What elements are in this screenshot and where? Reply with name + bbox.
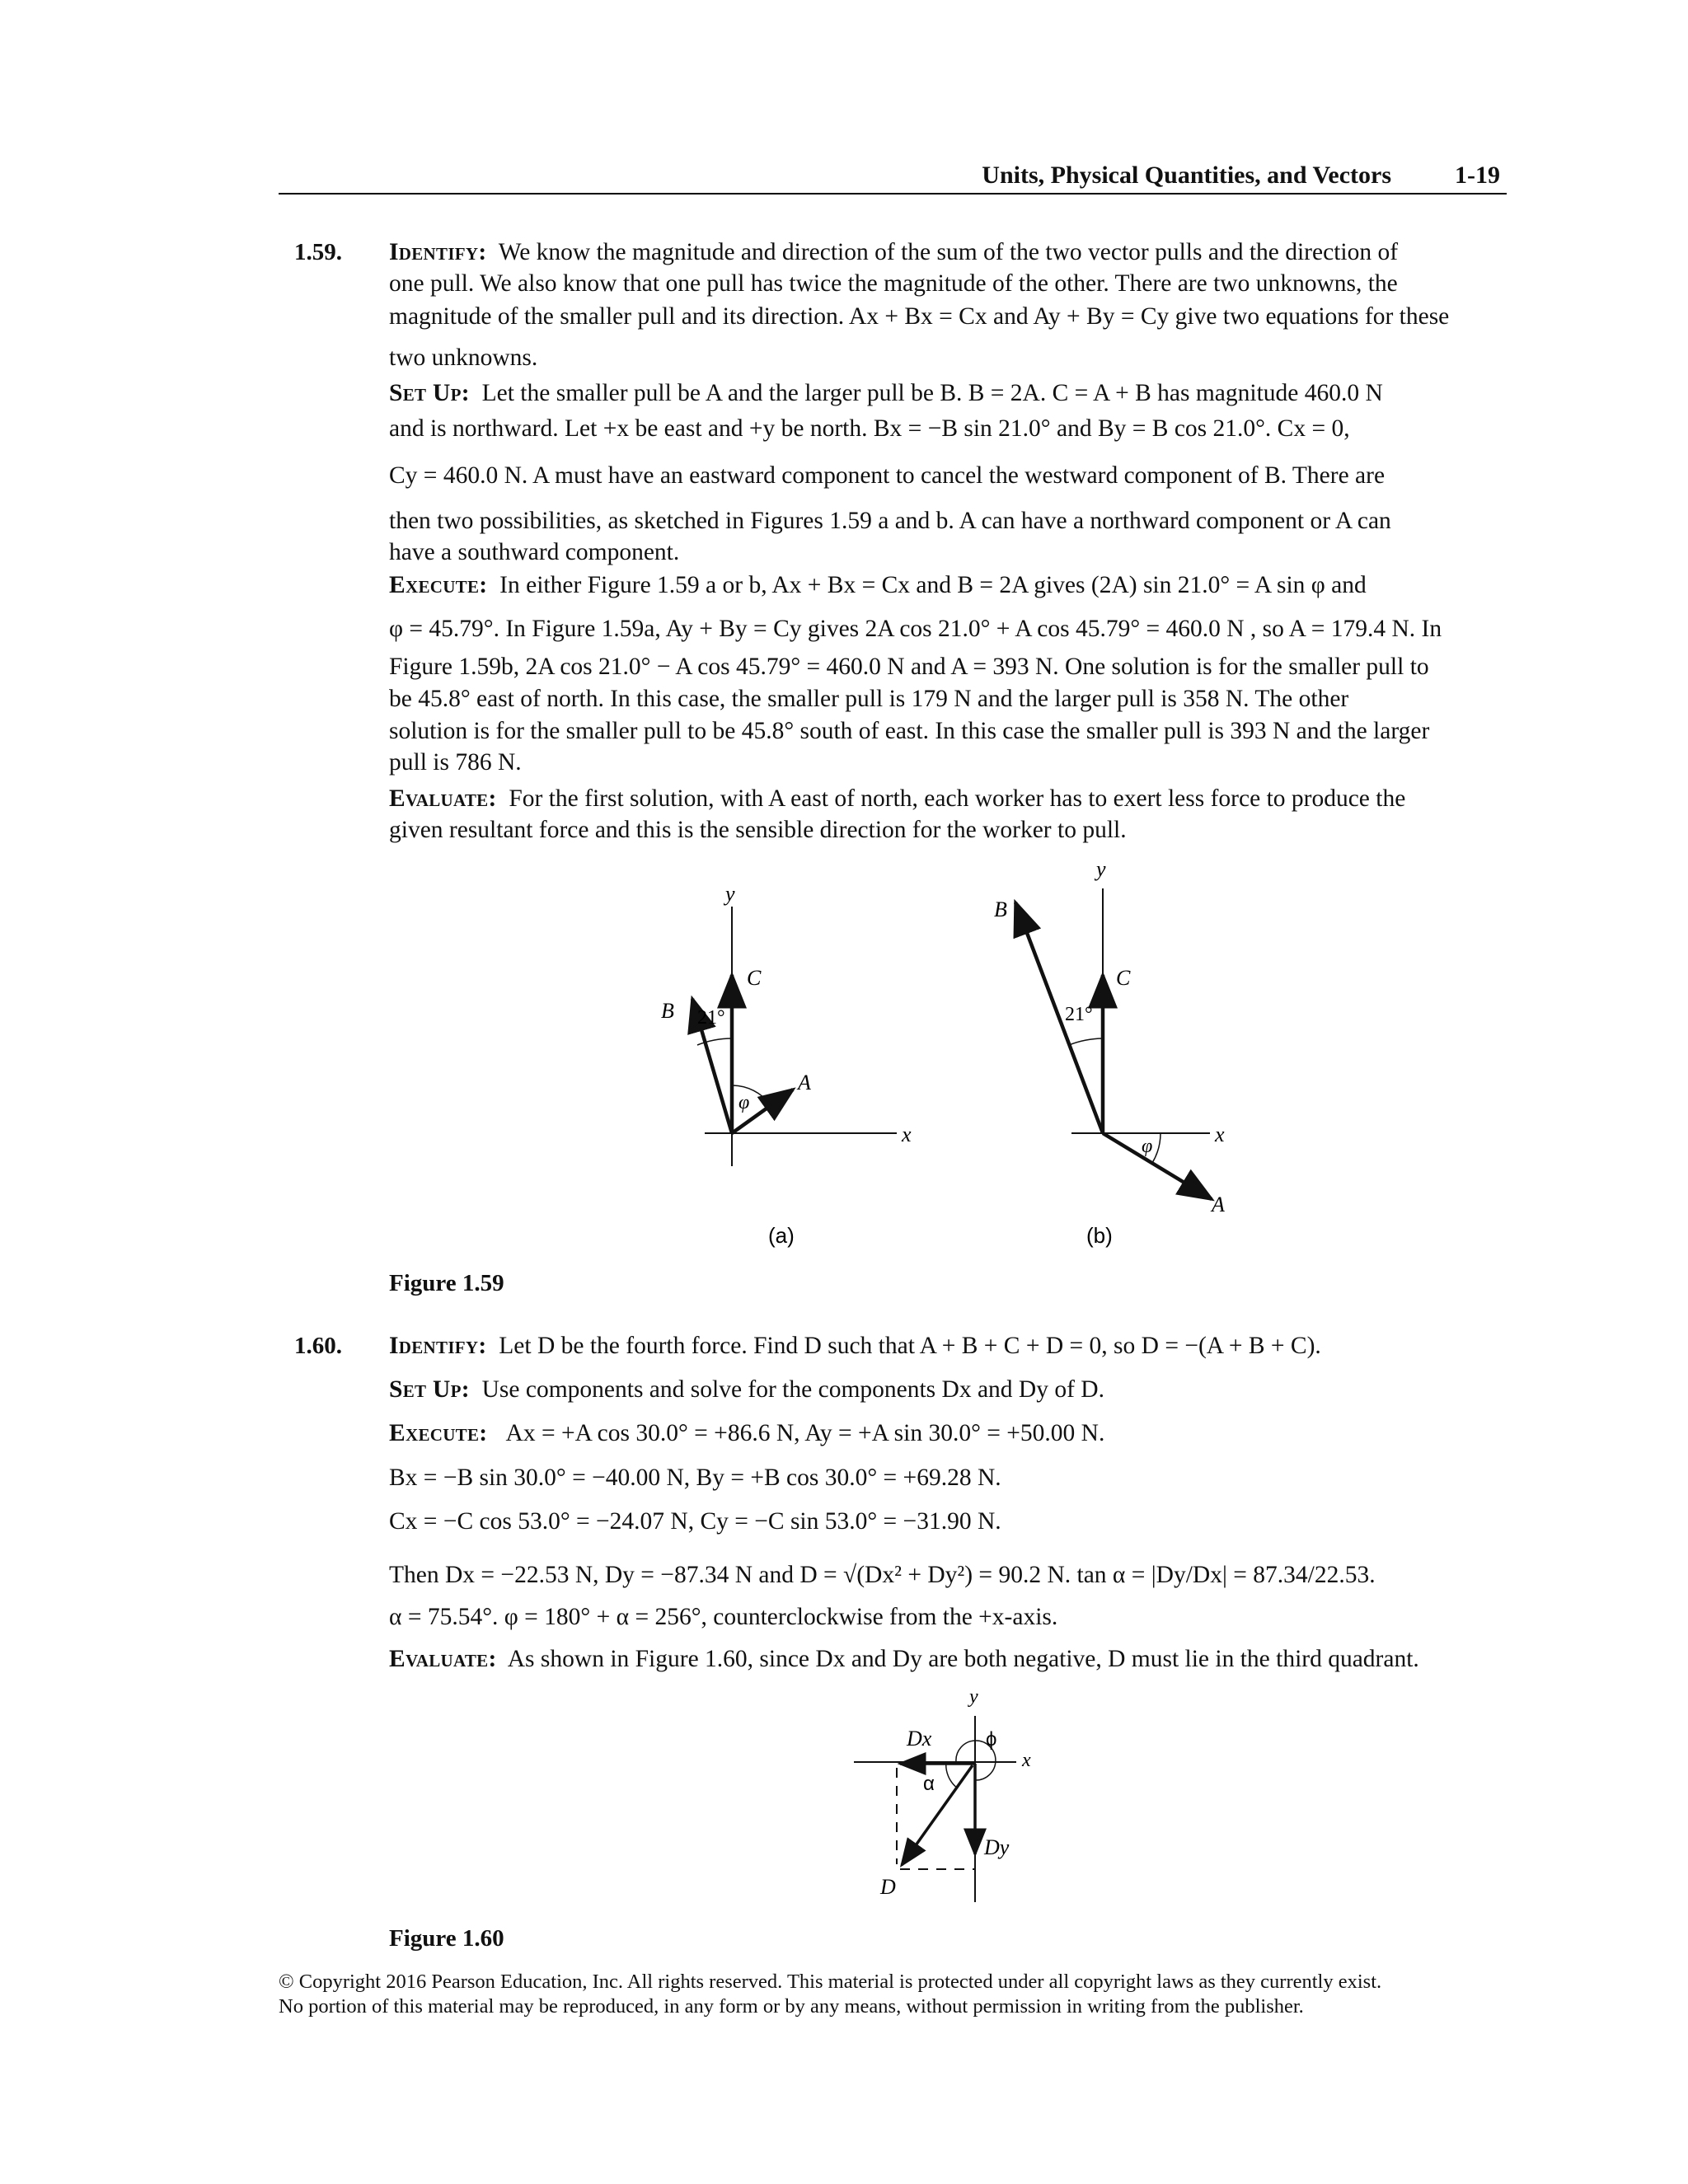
text-line: Bx = −B sin 30.0° = −40.00 N, By = +B cos 30.0° = +69.28 N. (389, 1465, 1001, 1491)
label-x: x (1215, 1122, 1225, 1146)
angle-arc-alpha (946, 1761, 958, 1788)
text-line: As shown in Figure 1.60, since Dx and Dy are both negative, D must lie in the third quadrant. (507, 1646, 1419, 1672)
label-y: y (1096, 857, 1106, 881)
text-line: For the first solution, with A east of north, each worker has to exert less force to produce the (509, 785, 1406, 812)
label-phi: φ (738, 1092, 750, 1113)
label-b: B (661, 999, 674, 1023)
execute-line (389, 1418, 1104, 1448)
label-a: A (798, 1071, 811, 1094)
label-dx: Dx (907, 1727, 932, 1750)
text-line: We know the magnitude and direction of the sum of the two vector pulls and the direction of (498, 239, 1399, 265)
label-21: 21° (1065, 1004, 1093, 1025)
label-a: A (1212, 1193, 1225, 1216)
execute-line (389, 570, 1367, 600)
figure-caption-1-59: Figure 1.59 (389, 1270, 504, 1296)
label-b: B (994, 898, 1007, 921)
evaluate-label: Evaluate: (389, 1646, 497, 1672)
text-line: Figure 1.59b, 2A cos 21.0° − A cos 45.79° = 460.0 N and A = 393 N. One solution is for the smaller pull to (389, 654, 1429, 680)
evaluate-line (389, 784, 1405, 813)
problem-number-1-60: 1.60. (294, 1333, 342, 1359)
evaluate-line (389, 1644, 1419, 1674)
copyright-line: © Copyright 2016 Pearson Education, Inc. All rights reserved. This material is protected under all copyright laws as they currently exist. (279, 1971, 1382, 1993)
copyright-line: No portion of this material may be reproduced, in any form or by any means, without permission in writing from the publisher. (279, 1995, 1304, 2018)
text-line: Ax = +A cos 30.0° = +86.6 N, Ay = +A sin 30.0° = +50.00 N. (505, 1420, 1105, 1446)
text-line: and is northward. Let +x be east and +y be north. Bx = −B sin 21.0° and By = B cos 21.0°. Cx = 0, (389, 415, 1350, 442)
angle-arc-phi (1152, 1133, 1160, 1163)
vector-a (1103, 1133, 1212, 1199)
label-dy: Dy (984, 1835, 1010, 1859)
label-alpha: α (923, 1773, 935, 1795)
text-line: two unknowns. (389, 344, 538, 371)
page-number: 1-19 (1455, 162, 1500, 189)
subfigure-label-a: (a) (768, 1223, 795, 1248)
evaluate-label: Evaluate: (389, 785, 497, 812)
text-line: magnitude of the smaller pull and its direction. Ax + Bx = Cx and Ay + By = Cy give two equations for these (389, 303, 1450, 330)
execute-label: Execute: (389, 572, 488, 598)
vector-d (902, 1765, 973, 1865)
label-d: D (880, 1875, 896, 1899)
execute-label: Execute: (389, 1420, 488, 1446)
text-line: Cy = 460.0 N. A must have an eastward component to cancel the westward component of B. There are (389, 462, 1386, 489)
text-line: In either Figure 1.59 a or b, Ax + Bx = Cx and B = 2A gives (2A) sin 21.0° = A sin φ and (499, 572, 1367, 598)
text-line: solution is for the smaller pull to be 45.8° south of east. In this case the smaller pull is 393 N and the larger (389, 718, 1430, 744)
label-c: C (747, 966, 762, 990)
setup-line (389, 1375, 1104, 1404)
text-line: given resultant force and this is the sensible direction for the worker to pull. (389, 817, 1127, 843)
text-line: then two possibilities, as sketched in Figures 1.59 a and b. A can have a northward component or A can (389, 508, 1391, 534)
text-line: φ = 45.79°. In Figure 1.59a, Ay + By = Cy gives 2A cos 21.0° + A cos 45.79° = 460.0 N , so A = 179.4 N. In (389, 616, 1442, 642)
figure-1-59 (626, 853, 1319, 1265)
subfigure-label-b: (b) (1086, 1223, 1113, 1248)
figure-1-59b (994, 857, 1225, 1248)
text-line: Cx = −C cos 53.0° = −24.07 N, Cy = −C sin 53.0° = −31.90 N. (389, 1508, 1001, 1535)
text-line: be 45.8° east of north. In this case, the smaller pull is 179 N and the larger pull is 358 N. The other (389, 686, 1349, 712)
text-line: Then Dx = −22.53 N, Dy = −87.34 N and D = √(Dx² + Dy²) = 90.2 N. tan α = |Dy/Dx| = 87.34/22.53. (389, 1562, 1376, 1588)
running-header (279, 162, 1507, 194)
label-x: x (902, 1122, 912, 1146)
setup-label: Set Up: (389, 1376, 470, 1403)
problem-number-1-59: 1.59. (294, 239, 342, 265)
label-y: y (725, 882, 735, 906)
setup-line (389, 378, 1383, 408)
text-line: have a southward component. (389, 539, 680, 565)
text-line: Use components and solve for the components Dx and Dy of D. (481, 1376, 1104, 1403)
identify-line (389, 1331, 1321, 1361)
figure-1-60 (841, 1681, 1088, 1912)
identify-line (389, 237, 1398, 267)
text-line: one pull. We also know that one pull has twice the magnitude of the other. There are two unknowns, the (389, 270, 1398, 297)
angle-arc-21 (1069, 1038, 1103, 1045)
text-line: Let the smaller pull be A and the larger pull be B. B = 2A. C = A + B has magnitude 460.0 N (481, 380, 1383, 406)
chapter-title: Units, Physical Quantities, and Vectors (982, 162, 1391, 189)
label-x: x (1022, 1750, 1031, 1771)
setup-label: Set Up: (389, 380, 470, 406)
text-line: pull is 786 N. (389, 749, 522, 776)
label-phi: φ (1142, 1136, 1153, 1157)
label-phi: ϕ (986, 1728, 997, 1750)
label-y: y (969, 1686, 978, 1708)
figure-1-59a (661, 882, 912, 1248)
identify-label: Identify: (389, 239, 487, 265)
identify-label: Identify: (389, 1333, 487, 1359)
text-line: Let D be the fourth force. Find D such that A + B + C + D = 0, so D = −(A + B + C). (499, 1333, 1321, 1359)
text-line: α = 75.54°. φ = 180° + α = 256°, counterclockwise from the +x-axis. (389, 1604, 1058, 1630)
figure-caption-1-60: Figure 1.60 (389, 1925, 504, 1952)
label-21: 21° (697, 1007, 725, 1029)
label-c: C (1116, 966, 1131, 990)
